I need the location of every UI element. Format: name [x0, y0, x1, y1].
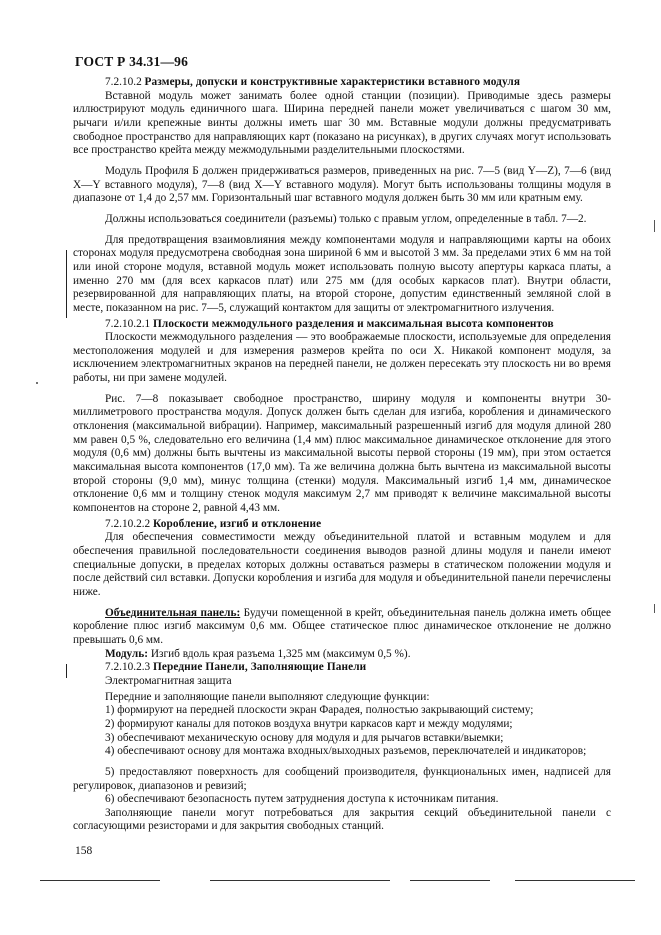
list-item: 4) обеспечивают основу для монтажа входных/выходных разъемов, переключателей и индикаторов; — [105, 745, 587, 758]
scan-footer-rule — [515, 880, 635, 881]
scan-speck — [36, 382, 38, 384]
section-title: Размеры, допуски и конструктивные характеристики вставного модуля — [144, 76, 521, 88]
paragraph: Для обеспечения совместимости между объединительной платой и вставным модулем и для обеспечения правильной последовательности соединения выводов разной длины модуля и панели имеют специальные допуски, в пределах которых должны оставаться размеры в статическом положении модуля и после действий сил вставки. Допуски коробления и изгиба для модуля и объединительной панели перечислены ниже. — [73, 531, 611, 598]
list-item: 5) предоставляют поверхность для сообщений производителя, функциональных имен, надписей для регулировок, диапазонов и ревизий; — [73, 765, 611, 792]
section-number: 7.2.10.2.2 — [105, 517, 151, 530]
term-label: Объединительная панель: — [105, 606, 241, 619]
section-heading — [73, 661, 611, 675]
paragraph: Рис. 7—8 показывает свободное пространство, ширину модуля и компоненты внутри 30-миллиметрового пространства модуля. Допуск должен быть сделан для изгиба, коробления и динамического отклонения (максимальной вибрации). Например, максимальный разрешенный изгиб для модуля длиной 280 мм равен 0,5 %, следовательно его величина (1,4 мм) плюс максимальное динамическое отклонение для этого модуля (0,6 мм) должны быть вычтены из максимальной высоты первой стороны (19 мм), при этом остается максимальная высота компонентов (17,0 мм). Та же величина должна быть вычтена из максимальной высоты второй стороны (9,0 мм), минус толщина (стенки) модуля. Максимальный изгиб 1,4 мм, динамическое отклонение 0,6 мм и толщину стенок модуля максимум 2,7 мм приводят к величине максимальной высоты компонентов на стороне 2, равной 4,43 мм. — [73, 392, 611, 515]
section-heading — [73, 318, 611, 332]
paragraph: Должны использоваться соединители (разъемы) только с правым углом, определенные в табл. 7—2. — [105, 212, 587, 225]
section-number: 7.2.10.2 — [105, 76, 142, 88]
term-text: Изгиб вдоль края разъема 1,325 мм (максимум 0,5 %). — [148, 647, 411, 660]
section-number: 7.2.10.2.1 — [105, 317, 151, 330]
list-item: 2) формируют каналы для потоков воздуха внутри каркасов карт и между модулями; — [105, 717, 513, 730]
paragraph: Вставной модуль может занимать более одной станции (позиции). Приводимые здесь размеры иллюстрируют модуль единичного шага. Ширина передней панели может увеличиваться с шагом 30 мм, рычаги и/или крепежные винты должны иметь шаг 30 мм. Вставные модули должны предусматривать свободное пространство для направляющих карт (показано на рисунках), в других случаях могут использовать все пространство крейта между межмодульными разделительными плоскостями. — [73, 89, 611, 157]
term-text: Будучи помещенной в крейт, объединительная панель должна иметь общее коробление плюс изгиб максимум 0,6 мм. Общее статическое плюс динамическое отклонение не должно превышать 0,6 мм. — [73, 606, 612, 646]
standard-header: ГОСТ Р 34.31—96 — [75, 54, 189, 69]
list-item: 1) формируют на передней плоскости экран Фарадея, полностью закрывающий систему; — [105, 704, 534, 717]
scan-footer-rule — [410, 880, 490, 881]
revision-bar — [66, 664, 67, 678]
scan-footer-rule — [210, 880, 390, 881]
document-body — [73, 76, 611, 834]
paragraph: Для предотвращения взаимовлияния между компонентами модуля и направляющими карты на обоих сторонах модуля предусмотрена свободная зона шириной 6 мм и высотой 3 мм. За пределами этих 6 мм на той или иной стороне модуля, вставной модуль может использовать полную высоту апертуры каркаса платы, а именно 270 мм (для всех каркасов плат) или 275 мм (для особых каркасов плат). Внутри области, резервированной для направляющих платы, на второй стороне, допустим единственный земляной слой в месте, показанном на рис. 7—5, служащий контактом для защиты от электромагнитного излучения. — [73, 233, 611, 314]
section-title: Коробление, изгиб и отклонение — [153, 517, 322, 530]
paragraph: Электромагнитная защита — [105, 674, 232, 687]
paragraph: Модуль Профиля Б должен придерживаться размеров, приведенных на рис. 7—5 (вид Y—Z), 7—6 (вид X—Y вставного модуля), 7—8 (вид X—Y вставного модуля). Могут быть использованы толщины модуля в диапазоне от 1,4 до 2,57 мм. Горизонтальный шаг вставного модуля должен быть 30 мм или кратным ему. — [73, 164, 611, 205]
paragraph: Заполняющие панели могут потребоваться для закрытия секций объединительной панели с согласующими резисторами и для закрытия свободных станций. — [73, 806, 611, 833]
scan-edge-mark — [654, 220, 655, 232]
term-label: Модуль: — [105, 647, 148, 660]
page-number: 158 — [75, 845, 93, 857]
section-heading — [73, 76, 611, 90]
list-item: 6) обеспечивают безопасность путем затруднения доступа к источникам питания. — [105, 793, 499, 806]
paragraph — [73, 648, 611, 662]
paragraph: Передние и заполняющие панели выполняют следующие функции: — [105, 690, 430, 703]
scan-edge-mark — [654, 604, 655, 613]
section-number: 7.2.10.2.3 — [105, 661, 151, 674]
section-title: Плоскости межмодульного разделения и максимальная высота компонентов — [153, 317, 554, 330]
paragraph: Плоскости межмодульного разделения — это воображаемые плоскости, используемые для определения местоположения модулей и для измерения размеров крейта по оси X. Никакой компонент модуля, за исключением электромагнитных экранов на передней панели, не должен пересекать эту плоскость ни во время работы, ни при замене модулей. — [73, 331, 611, 385]
scan-footer-rule — [40, 880, 160, 881]
paragraph — [73, 607, 611, 648]
section-title: Передние Панели, Заполняющие Панели — [153, 661, 367, 674]
revision-bar — [66, 250, 67, 318]
section-heading — [73, 518, 611, 532]
list-item: 3) обеспечивают механическую основу для модуля и для рычагов вставки/выемки; — [105, 731, 504, 744]
